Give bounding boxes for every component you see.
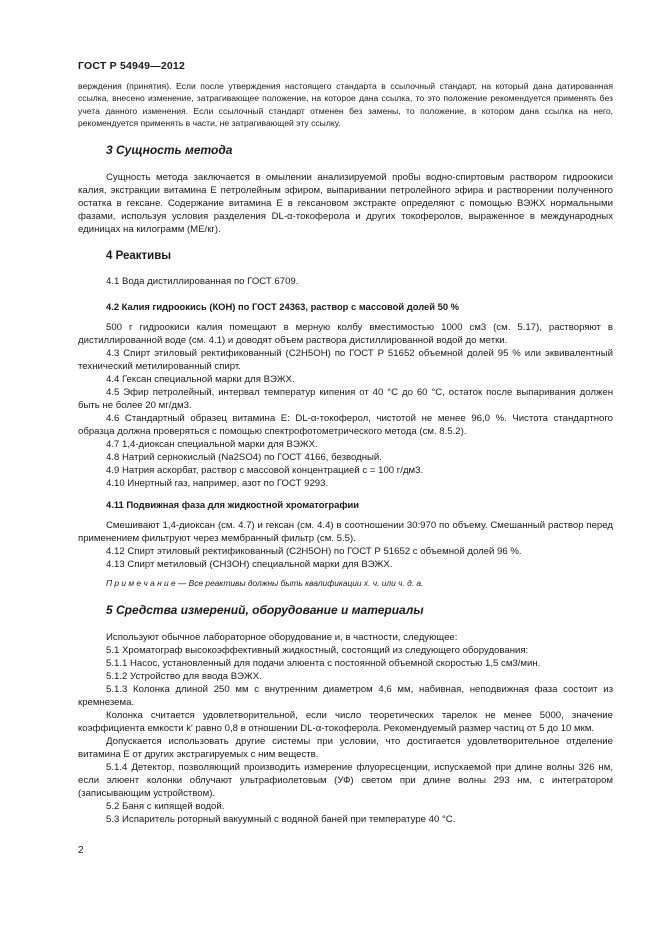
section-5-heading: 5 Средства измерений, оборудование и материалы <box>106 602 424 617</box>
item-5-1-4: 5.1.4 Детектор, позволяющий производить измерение флуоресценции, испускаемой при длине волны 326 нм, если элюент колонки облучают ультрафиолетовым (УФ) светом при длине волны 293 нм, с интегратором (записывающим устройством). <box>78 761 613 799</box>
column-requirement: Колонка считается удовлетворительной, если число теоретических тарелок не менее 5000, значение коэффициента емкости k' равно 0,8 в отношении DL-α-токоферола. Рекомендуемый размер частиц от 5 до 10 мкм. <box>78 709 613 734</box>
item-5-1: 5.1 Хроматограф высокоэффективный жидкостный, состоящий из следующего оборудования: <box>106 644 529 656</box>
section-5-intro: Используют обычное лабораторное оборудование и, в частности, следующее: <box>106 631 458 643</box>
item-5-3: 5.3 Испаритель роторный вакуумный с водяной баней при температуре 40 °C. <box>106 813 456 825</box>
item-4-9: 4.9 Натрия аскорбат, раствор с массовой концентрацией c = 100 г/дм3. <box>106 464 424 476</box>
item-4-11-heading: 4.11 Подвижная фаза для жидкостной хроматографии <box>106 498 360 510</box>
alternative-systems: Допускается использовать другие системы при условии, что достигается удовлетворительное отделение витамина Е от других экстрагируемых с ним веществ. <box>78 735 613 760</box>
item-5-1-2: 5.1.2 Устройство для ввода ВЭЖХ. <box>106 670 262 682</box>
document-header: ГОСТ Р 54949—2012 <box>78 60 186 72</box>
item-4-5: 4.5 Эфир петролейный, интервал температур кипения от 40 °C до 60 °C, остаток после выпаривания должен быть не более 20 мг/дм3. <box>78 386 613 411</box>
item-4-4: 4.4 Гексан специальной марки для ВЭЖХ. <box>106 373 295 385</box>
item-5-2: 5.2 Баня с кипящей водой. <box>106 800 225 812</box>
item-4-12: 4.12 Спирт этиловый ректификованный (C2H5OH) по ГОСТ Р 51652 с объемной долей 96 %. <box>106 545 522 557</box>
page-number: 2 <box>78 845 84 856</box>
item-5-1-3: 5.1.3 Колонка длиной 250 мм с внутренним диаметром 4,6 мм, набивная, неподвижная фаза состоит из кремнезема. <box>78 683 613 708</box>
item-4-1: 4.1 Вода дистиллированная по ГОСТ 6709. <box>106 275 299 287</box>
item-4-11-text: Смешивают 1,4-диоксан (см. 4.7) и гексан (см. 4.4) в соотношении 30:970 по объему. Смешанный раствор перед применением фильтруют через мембранный фильтр (см. 5.5). <box>78 519 613 544</box>
document-body <box>78 80 613 826</box>
item-5-1-1: 5.1.1 Насос, установленный для подачи элюента с постоянной объемной скоростью 1,5 см3/мин. <box>106 657 541 669</box>
intro-paragraph: верждения (принятия). Если после утверждения настоящего стандарта в ссылочный стандарт, на который дана датированная ссылка, внесено изменение, затрагивающее положение, на которое дана ссылка, то это положение рекомендуется применять без учета данного изменения. Если ссылочный стандарт отменен без замены, то положение, в котором дана ссылка на него, рекомендуется применять в части, не затрагивающей эту ссылку. <box>78 81 613 129</box>
item-4-10: 4.10 Инертный газ, например, азот по ГОСТ 9293. <box>106 477 329 489</box>
item-4-2-text: 500 г гидроокиси калия помещают в мерную колбу вместимостью 1000 см3 (см. 5.17), растворяют в дистиллированной воде (см. 4.1) и доводят объем раствора дистиллированной водой до метки. <box>78 321 613 346</box>
section-3-heading: 3 Сущность метода <box>106 142 233 157</box>
item-4-8: 4.8 Натрий сернокислый (Na2SO4) по ГОСТ 4166, безводный. <box>106 451 382 463</box>
section-4-heading: 4 Реактивы <box>106 249 172 262</box>
section-3-text: Сущность метода заключается в омылении анализируемой пробы водно-спиртовым раствором гидроокиси калия, экстракции витамина Е петролейным эфиром, выпаривании петролейного эфира и растворении полученного остатка в гексане. Содержание витамина Е в гексановом экстракте определяют с помощью ВЭЖХ нормальными фазами, используя условия разделения DL-α-токоферола и других токоферолов, выраженное в международных единицах на килограмм (МЕ/кг). <box>78 171 613 235</box>
item-4-7: 4.7 1,4-диоксан специальной марки для ВЭЖХ. <box>106 438 318 450</box>
item-4-13: 4.13 Спирт метиловый (CH3OH) специальной марки для ВЭЖХ. <box>106 558 393 570</box>
item-4-3: 4.3 Спирт этиловый ректификованный (C2H5OH) по ГОСТ Р 51652 объемной долей 95 % или эквивалентный технический метилированный спирт. <box>78 347 613 372</box>
item-4-2-heading: 4.2 Калия гидроокись (КОН) по ГОСТ 24363, раствор с массовой долей 50 % <box>106 300 459 312</box>
item-4-6: 4.6 Стандартный образец витамина Е: DL-α-токоферол, чистотой не менее 96,0 %. Чистота стандартного образца должна проверяться с помощью спектрофотометрического метода (см. 8.5.2). <box>78 412 613 437</box>
section-4-note: П р и м е ч а н и е — Все реактивы должны быть квалификации х. ч. или ч. д. а. <box>106 577 424 588</box>
